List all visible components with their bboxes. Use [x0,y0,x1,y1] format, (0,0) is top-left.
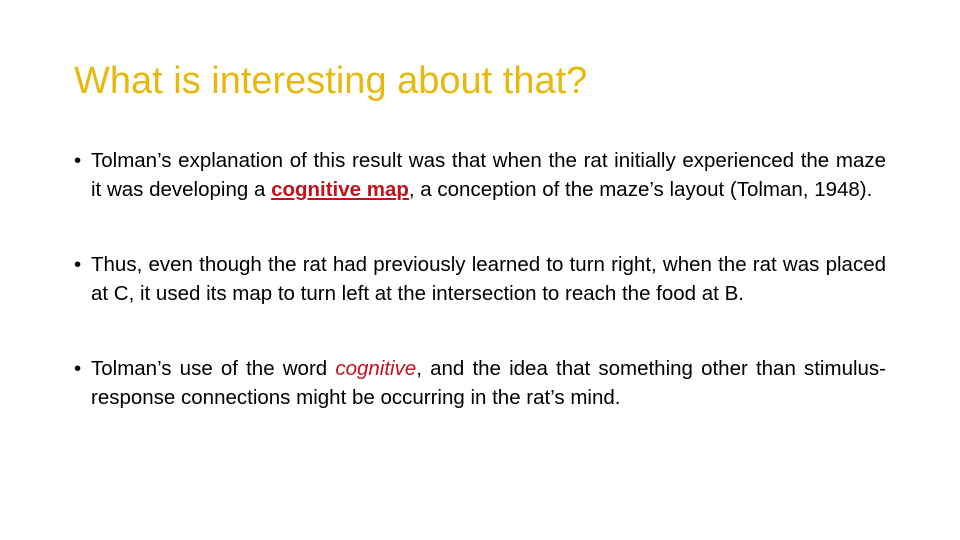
bullet-text-after: , a conception of the maze’s layout (Tolman, 1948). [408,178,873,201]
bullet-item-cognitive-map [74,146,886,204]
bullet-icon: • [74,357,82,380]
bullet-text: Thus, even though the rat had previously learned to turn right, when the rat was placed at C, it used its map to turn left at the intersection to reach the food at B. [91,253,886,305]
bullet-item-word-cognitive [74,354,886,412]
bullet-icon: • [74,253,82,276]
bullet-list [74,146,886,412]
bullet-text-before: Tolman’s use of the word [91,357,336,380]
bullet-icon: • [74,149,82,172]
slide-title: What is interesting about that? [74,60,588,102]
bullet-text-after: , and the idea that something other than stimulus-response connections might be occurring in the rat’s mind. [91,357,887,409]
bullet-item-turn-left [74,250,886,308]
highlight-term-cognitive-map: cognitive map [271,178,409,201]
bullet-text-before: Tolman’s explanation of this result was that when the rat initially experienced the maze it was developing a [91,149,886,201]
highlight-term-cognitive: cognitive [335,357,417,380]
